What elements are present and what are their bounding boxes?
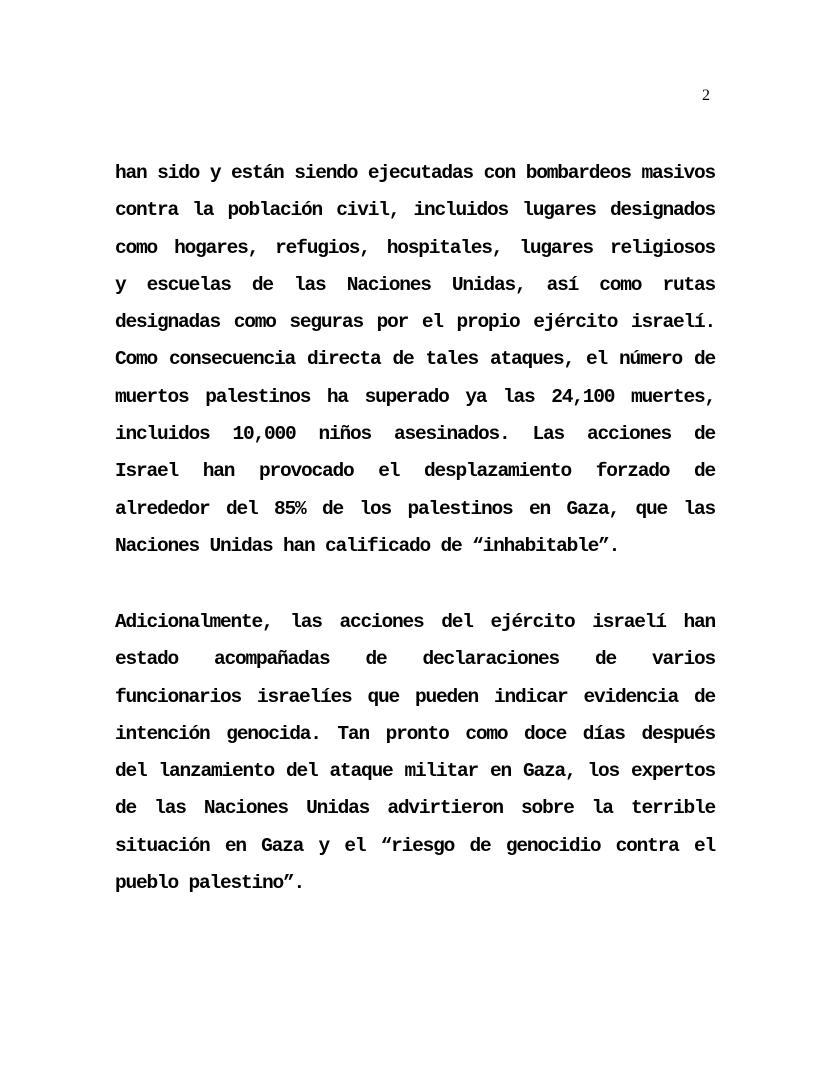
- text-line: funcionarios israelíes que pueden indicar evidencia de: [115, 685, 715, 708]
- text-line: designadas como seguras por el propio ejército israelí.: [115, 311, 715, 334]
- paragraph-1: [115, 155, 715, 565]
- text-line: estado acompañadas de declaraciones de varios: [115, 648, 715, 671]
- text-line: muertos palestinos ha superado ya las 24,100 muertes,: [115, 385, 715, 408]
- text-line: situación en Gaza y el “riesgo de genocidio contra el: [115, 834, 715, 857]
- text-line: pueblo palestino”.: [115, 872, 305, 895]
- text-line: incluidos 10,000 niños asesinados. Las acciones de: [115, 423, 715, 446]
- text-line: de las Naciones Unidas advirtieron sobre la terrible: [115, 797, 715, 820]
- page-number: 2: [702, 87, 710, 104]
- text-line: Naciones Unidas han calificado de “inhabitable”.: [115, 534, 620, 557]
- paragraph-2: [115, 604, 715, 902]
- text-line: del lanzamiento del ataque militar en Gaza, los expertos: [115, 760, 715, 783]
- text-line: alrededor del 85% de los palestinos en Gaza, que las: [115, 497, 715, 520]
- text-line: Adicionalmente, las acciones del ejército israelí han: [115, 611, 715, 633]
- text-line: contra la población civil, incluidos lugares designados: [115, 199, 715, 222]
- text-line: Como consecuencia directa de tales ataques, el número de: [115, 348, 715, 371]
- text-line: han sido y están siendo ejecutadas con bombardeos masivos: [115, 162, 715, 184]
- text-line: intención genocida. Tan pronto como doce días después: [115, 722, 715, 745]
- text-line: y escuelas de las Naciones Unidas, así como rutas: [115, 273, 715, 296]
- text-line: como hogares, refugios, hospitales, lugares religiosos: [115, 236, 715, 259]
- text-line: Israel han provocado el desplazamiento forzado de: [115, 460, 715, 483]
